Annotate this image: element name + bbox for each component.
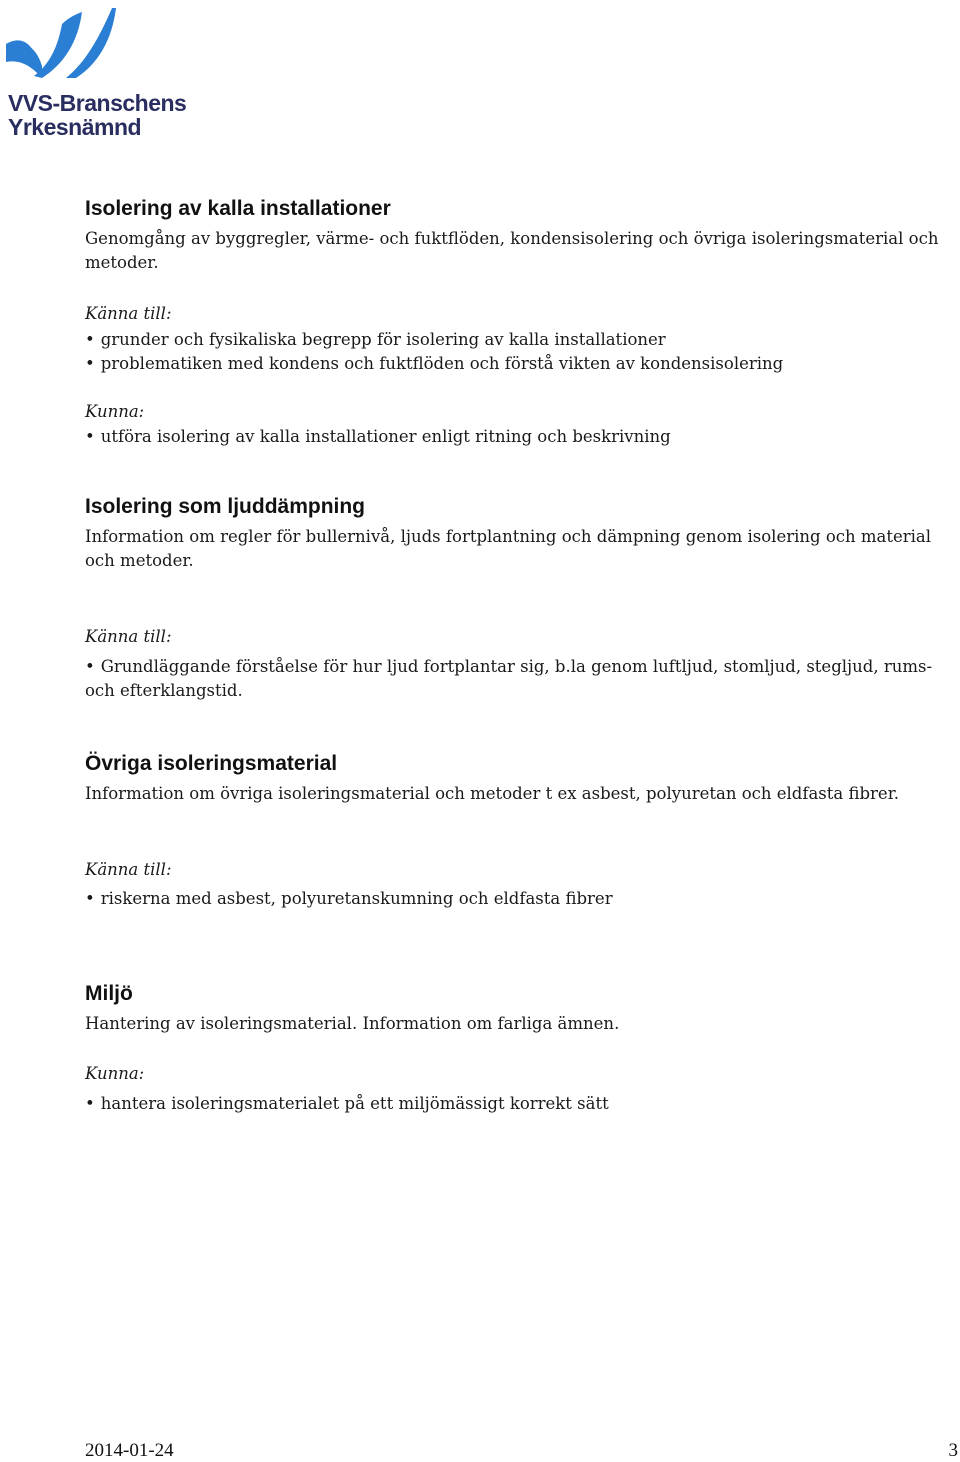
section-miljo (85, 982, 955, 1113)
list-item (85, 1092, 955, 1116)
list-item-text: utföra isolering av kalla installationer enligt ritning och beskrivning (100, 427, 671, 446)
list-item-text: Grundläggande förståelse för hur ljud fortplantar sig, b.la genom luftljud, stomljud, stegljud, rums- och efterklangstid. (85, 657, 933, 700)
section-paragraph: Hantering av isoleringsmaterial. Information om farliga ämnen. (85, 1014, 620, 1033)
bullet-icon: • (85, 427, 95, 446)
group-label-kunna: Kunna: (85, 1064, 145, 1083)
bullet-icon: • (85, 330, 95, 349)
logo-text-line2: Yrkesnämnd (8, 114, 142, 140)
section-heading: Isolering av kalla installationer (85, 197, 391, 220)
bullet-list (85, 1092, 955, 1116)
list-item (85, 425, 955, 449)
section-paragraph: Information om regler för bullernivå, ljuds fortplantning och dämpning genom isolering och material och metoder. (85, 527, 932, 570)
list-item (85, 352, 955, 376)
section-heading: Övriga isoleringsmaterial (85, 752, 338, 775)
list-item-text: riskerna med asbest, polyuretanskumning och eldfasta fibrer (100, 889, 613, 908)
group-label-kanna-till: Känna till: (85, 860, 172, 879)
list-item-text: grunder och fysikaliska begrepp för isolering av kalla installationer (100, 330, 666, 349)
logo (6, 6, 206, 141)
bullet-list (85, 887, 955, 911)
list-item (85, 887, 955, 911)
logo-mark-icon (6, 6, 118, 84)
bullet-icon: • (85, 354, 95, 373)
list-item-text: problematiken med kondens och fuktflöden och förstå vikten av kondensisolering (100, 354, 784, 373)
section-ljuddampning (85, 495, 955, 700)
group-label-kanna-till: Känna till: (85, 304, 172, 323)
footer-date: 2014-01-24 (85, 1440, 174, 1461)
section-ovriga-isoleringsmaterial (85, 752, 955, 908)
section-heading: Isolering som ljuddämpning (85, 495, 366, 518)
bullet-icon: • (85, 889, 95, 908)
group-label-kanna-till: Känna till: (85, 627, 172, 646)
section-paragraph: Genomgång av byggregler, värme- och fuktflöden, kondensisolering och övriga isoleringsmaterial och metoder. (85, 229, 939, 272)
section-heading: Miljö (85, 982, 133, 1005)
section-paragraph: Information om övriga isoleringsmaterial och metoder t ex asbest, polyuretan och eldfasta fibrer. (85, 784, 900, 803)
bullet-icon: • (85, 657, 95, 676)
list-item-text: hantera isoleringsmaterialet på ett miljömässigt korrekt sätt (100, 1094, 609, 1113)
list-item (85, 655, 955, 703)
section-kalla-installationer (85, 197, 955, 446)
bullet-list (85, 655, 955, 703)
bullet-list (85, 425, 955, 449)
group-label-kunna: Kunna: (85, 402, 145, 421)
bullet-icon: • (85, 1094, 95, 1113)
list-item (85, 328, 955, 352)
bullet-list (85, 328, 955, 376)
page-number: 3 (948, 1440, 958, 1461)
logo-text-line1: VVS-Branschens (8, 90, 187, 116)
